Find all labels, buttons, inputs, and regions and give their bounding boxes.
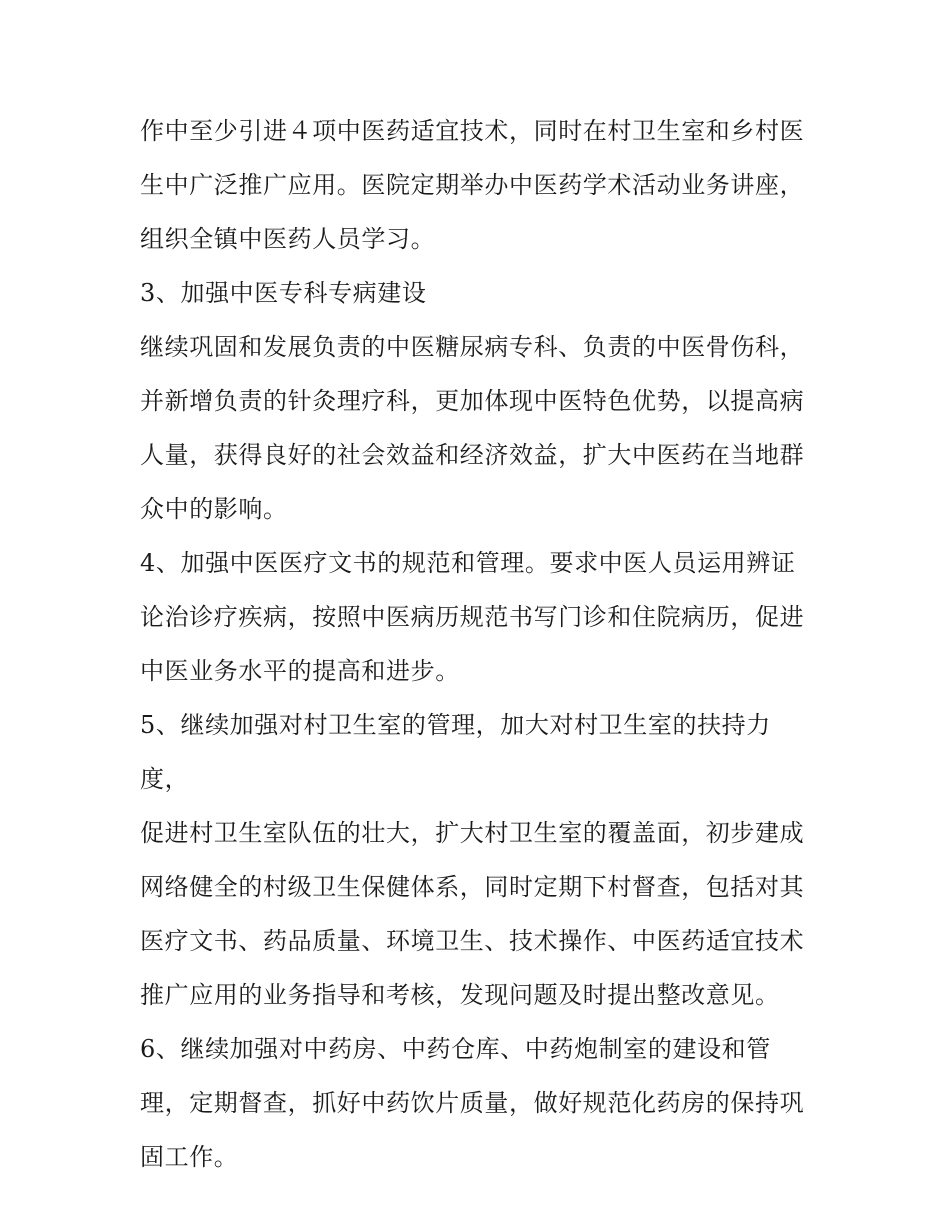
text-line: 组织全镇中医药人员学习。	[140, 225, 436, 253]
text-line: 促进村卫生室队伍的壮大，扩大村卫生室的覆盖面，初步建成	[140, 819, 805, 847]
text-line: 中医业务水平的提高和进步。	[140, 657, 460, 685]
text-line: 医疗文书、药品质量、环境卫生、技术操作、中医药适宜技术	[140, 927, 805, 955]
body-text	[140, 104, 820, 1184]
text-line: 固工作。	[140, 1143, 239, 1171]
text-line: 论治诊疗疾病，按照中医病历规范书写门诊和住院病历，促进	[140, 603, 805, 631]
text-line: 4、加强中医医疗文书的规范和管理。要求中医人员运用辨证	[140, 549, 796, 577]
section-heading: 3、加强中医专科专病建设	[140, 279, 427, 307]
text-line: 人量，获得良好的社会效益和经济效益，扩大中医药在当地群	[140, 441, 805, 469]
text-line: 继续巩固和发展负责的中医糖尿病专科、负责的中医骨伤科，	[140, 333, 805, 361]
text-line: 度，	[140, 765, 190, 793]
text-line: 并新增负责的针灸理疗科，更加体现中医特色优势，以提高病	[140, 387, 805, 415]
text-line: 作中至少引进４项中医药适宜技术，同时在村卫生室和乡村医	[140, 117, 805, 145]
text-line: 网络健全的村级卫生保健体系，同时定期下村督查，包括对其	[140, 873, 805, 901]
text-line: 众中的影响。	[140, 495, 288, 523]
text-line: 推广应用的业务指导和考核，发现问题及时提出整改意见。	[140, 981, 780, 1009]
text-line: 理，定期督查，抓好中药饮片质量，做好规范化药房的保持巩	[140, 1089, 805, 1117]
text-line: 5、继续加强对村卫生室的管理，加大对村卫生室的扶持力	[140, 711, 771, 739]
text-line: 6、继续加强对中药房、中药仓库、中药炮制室的建设和管	[140, 1035, 771, 1063]
text-line: 生中广泛推广应用。医院定期举办中医药学术活动业务讲座，	[140, 171, 805, 199]
